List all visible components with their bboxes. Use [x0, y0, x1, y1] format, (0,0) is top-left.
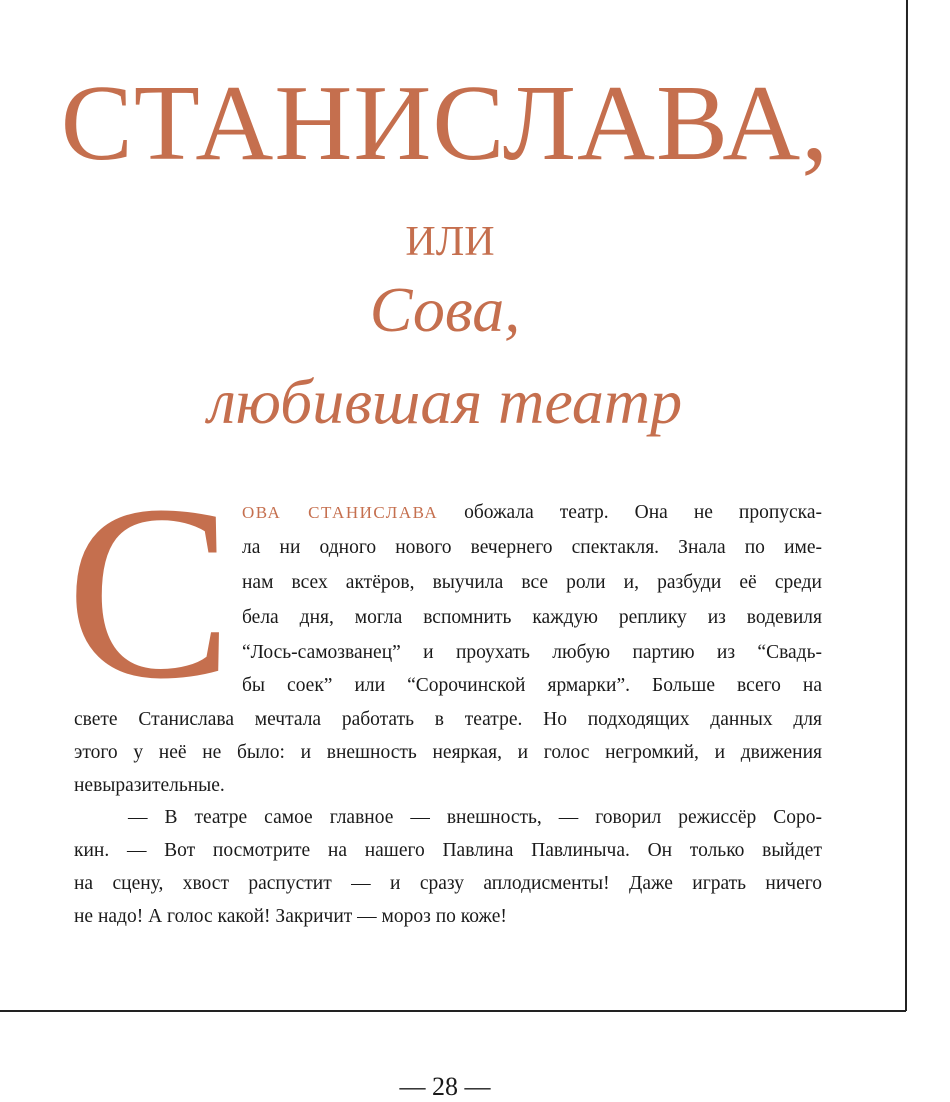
text-line: на сцену, хвост распустит — и сразу аплодисменты! Даже играть ничего	[74, 873, 822, 894]
text-line: кин. — Вот посмотрите на нашего Павлина Павлиныча. Он только выйдет	[74, 840, 822, 861]
title-or: или	[405, 202, 495, 268]
text-line: свете Станислава мечтала работать в театре. Но подходящих данных для	[74, 709, 822, 730]
text-line: бела дня, могла вспомнить каждую реплику из водевиля	[242, 607, 822, 628]
text-line: не надо! А голос какой! Закричит — мороз по коже!	[74, 906, 507, 927]
title-main: СТАНИСЛАВА,	[60, 64, 830, 183]
text-line: этого у неё не было: и внешность неяркая, и голос негромкий, и движения	[74, 742, 822, 763]
text-span: обожала театр. Она не пропуска-	[438, 502, 822, 523]
title-subtitle-2: любившая театр	[207, 366, 683, 437]
title-subtitle-1: Сова,	[369, 274, 521, 345]
lead-words: ОВА СТАНИСЛАВА	[242, 503, 439, 522]
text-line: “Лось-самозванец” и проухать любую партию из “Свадь-	[242, 642, 822, 663]
text-line: бы соек” или “Сорочинской ярмарки”. Больше всего на	[242, 675, 822, 696]
drop-cap: С	[66, 454, 233, 731]
text-line: ла ни одного нового вечернего спектакля. Знала по име-	[242, 537, 822, 558]
text-line: — В театре самое главное — внешность, — говорил режиссёр Соро-	[128, 807, 822, 828]
text-line: невыразительные.	[74, 775, 225, 796]
text-line	[242, 503, 822, 523]
page-number: — 28 —	[399, 1072, 491, 1101]
text-line: нам всех актёров, выучила все роли и, разбуди её среди	[242, 572, 822, 593]
